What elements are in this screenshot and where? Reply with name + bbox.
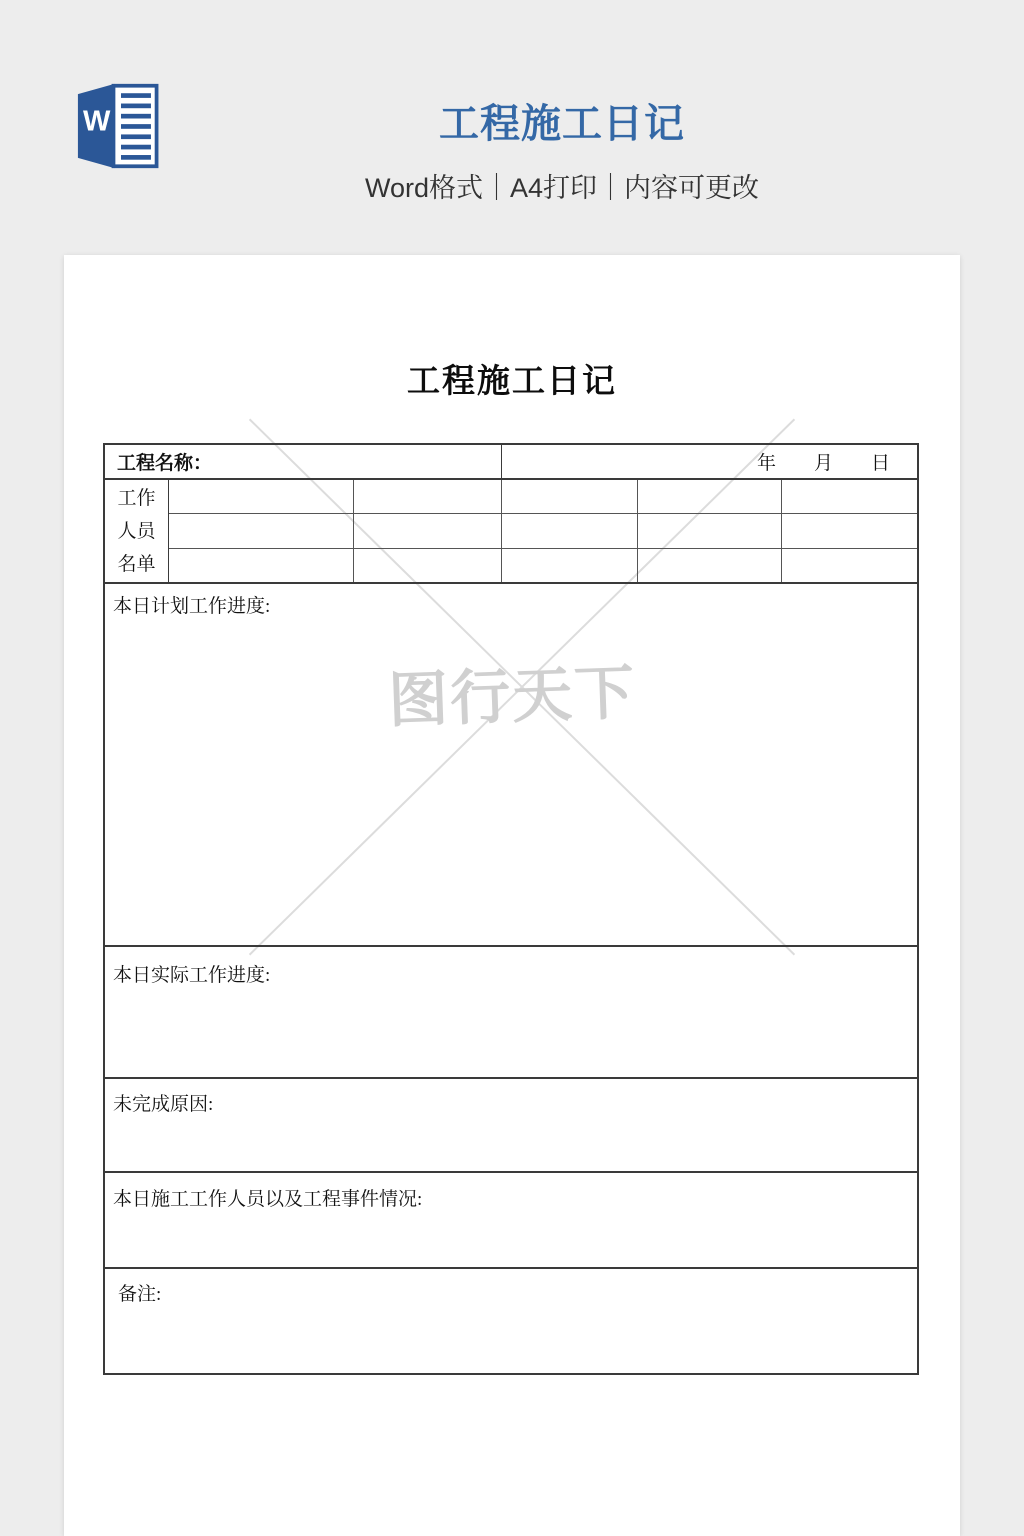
staff-name-cell	[638, 514, 782, 547]
day-label: 日	[870, 453, 890, 474]
staff-label-line: 人员	[117, 520, 156, 542]
month-label: 月	[813, 453, 833, 474]
staff-name-cell	[354, 480, 502, 513]
year-label: 年	[756, 453, 776, 474]
incomplete-reason-label: 未完成原因:	[113, 1094, 214, 1115]
staff-name-cell	[782, 514, 917, 547]
project-name-label: 工程名称：	[105, 445, 502, 478]
staff-events-label: 本日施工工作人员以及工程事件情况:	[113, 1189, 423, 1210]
staff-grid-row	[169, 480, 917, 514]
staff-events-row	[105, 1173, 917, 1269]
header-subtitle: Word格式｜A4打印｜内容可更改	[364, 173, 760, 203]
staff-label-line: 名单	[117, 553, 156, 575]
planned-progress-label: 本日计划工作进度:	[113, 596, 271, 617]
staff-name-cell	[638, 549, 782, 582]
watermark-text: 图行天下	[387, 657, 638, 737]
staff-grid	[169, 480, 917, 582]
staff-name-cell	[782, 480, 917, 513]
form-table	[103, 443, 919, 1375]
staff-label-line: 工作	[117, 487, 156, 509]
actual-progress-row	[105, 947, 917, 1079]
staff-name-cell	[354, 514, 502, 547]
remarks-label: 备注:	[118, 1284, 162, 1305]
staff-grid-row	[169, 549, 917, 582]
word-logo-letter: W	[82, 105, 111, 138]
staff-name-cell	[354, 549, 502, 582]
staff-name-cell	[502, 514, 638, 547]
incomplete-reason-row	[105, 1079, 917, 1173]
header	[100, 92, 1024, 205]
planned-progress-row	[105, 584, 917, 947]
date-cell	[502, 445, 917, 478]
staff-name-cell	[502, 480, 638, 513]
staff-label	[105, 480, 169, 582]
staff-name-cell	[169, 480, 354, 513]
header-title: 工程施工日记	[439, 102, 685, 146]
staff-name-cell	[782, 549, 917, 582]
project-name-row	[105, 445, 917, 480]
staff-name-cell	[638, 480, 782, 513]
actual-progress-label: 本日实际工作进度:	[113, 965, 271, 986]
staff-section	[105, 480, 917, 584]
staff-name-cell	[169, 514, 354, 547]
remarks-row	[105, 1269, 917, 1373]
staff-grid-row	[169, 514, 917, 548]
document-page	[64, 255, 960, 1536]
staff-name-cell	[169, 549, 354, 582]
document-title: 工程施工日记	[407, 364, 617, 400]
staff-name-cell	[502, 549, 638, 582]
